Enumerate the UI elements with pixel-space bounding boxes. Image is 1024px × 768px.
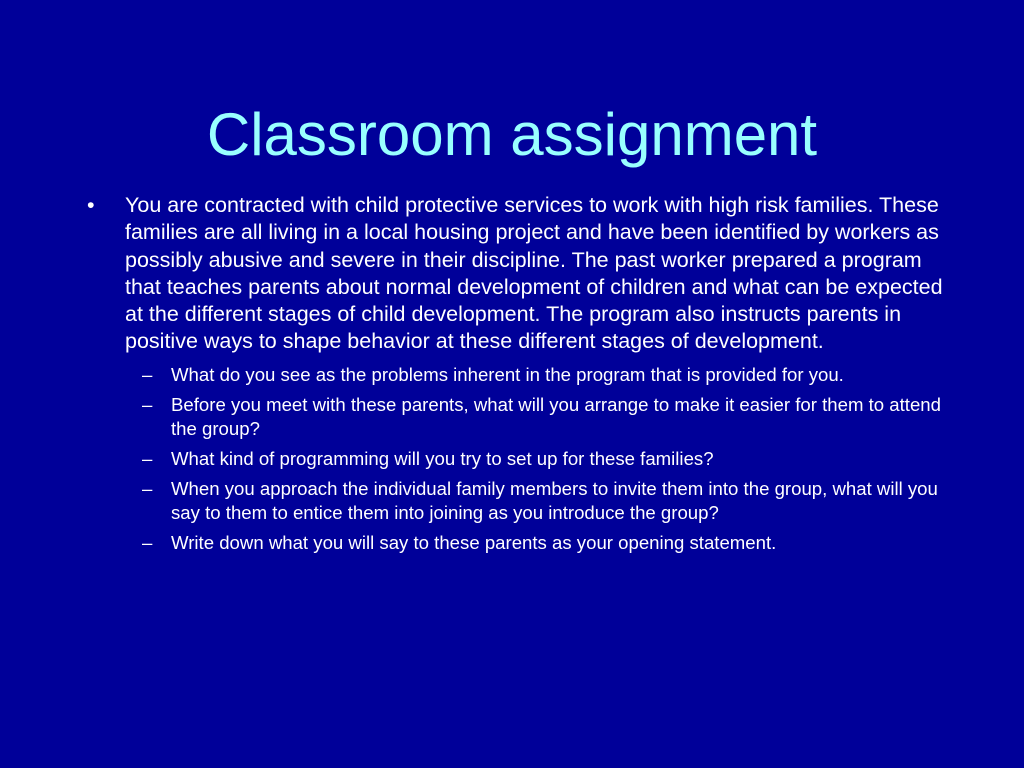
sub-bullet-text: What do you see as the problems inherent in the program that is provided for you. [171, 363, 844, 385]
main-bullet-text: You are contracted with child protective services to work with high risk families. These families are all living in a local housing project and have been identified by workers as possibly abusive and severe in their discipline. The past worker prepared a program that teaches parents about normal development of children and what can be expected at the different stages of child development. The program also instructs parents in positive ways to shape behavior at these different stages of development. [125, 193, 943, 354]
sub-bullet-item [142, 531, 955, 555]
dash-icon: – [142, 447, 153, 469]
sub-bullet-text: What kind of programming will you try to set up for these families? [171, 447, 714, 469]
slide-body [87, 192, 955, 561]
sub-bullet-item [142, 363, 955, 387]
sub-bullet-item [142, 447, 955, 471]
dash-icon: – [142, 393, 153, 415]
sub-bullet-item [142, 393, 955, 441]
dash-icon: – [142, 363, 153, 385]
sub-bullet-text: When you approach the individual family members to invite them into the group, what will you say to them to entice them into joining as you introduce the group? [171, 477, 938, 523]
sub-bullet-text: Before you meet with these parents, what will you arrange to make it easier for them to attend the group? [171, 393, 941, 439]
sub-bullet-list [125, 363, 955, 555]
sub-bullet-item [142, 477, 955, 525]
main-bullet [87, 192, 955, 356]
sub-bullet-text: Write down what you will say to these parents as your opening statement. [171, 531, 777, 553]
dash-icon: – [142, 531, 153, 553]
slide-title: Classroom assignment [206, 101, 818, 168]
bullet-icon: • [87, 193, 95, 217]
dash-icon: – [142, 477, 153, 499]
